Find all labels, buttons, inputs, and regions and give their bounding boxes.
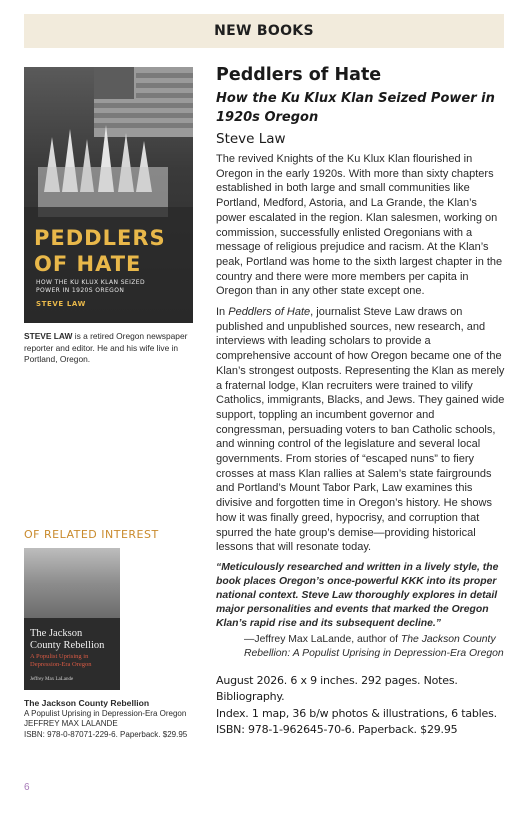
related-book-author: JEFFREY MAX LALANDE <box>24 719 118 728</box>
related-cover-subtitle: A Populist Uprising in Depression-Era Oregon <box>30 653 92 668</box>
related-book-subtitle: A Populist Uprising in Depression-Era Oregon <box>24 708 187 718</box>
publication-info: August 2026. 6 x 9 inches. 292 pages. Notes. Bibliography. Index. 1 map, 36 b/w photos & illustrations, 6 tables. ISBN: 978-1-962645-70-6. Paperback. $29.95 <box>216 673 497 737</box>
book-cover-image <box>24 67 193 323</box>
author-bio-text: is a retired Oregon newspaper reporter and editor. He and his wife live in Portland, Oregon. <box>24 331 188 364</box>
book-title: Peddlers of Hate <box>216 65 382 85</box>
related-interest-heading: OF RELATED INTEREST <box>24 528 159 541</box>
endorsement-quote: “Meticulously researched and written in a lively style, the book places Oregon’s once-powerful KKK into its proper national context. Steve Law thoroughly explores in detail major personalities and events that marked the Oregon Klan’s rapid rise and its subsequent decline.” <box>216 561 499 629</box>
author-bio <box>24 331 196 366</box>
related-cover-title: The Jackson County Rebellion <box>30 628 105 651</box>
cover-subtitle: HOW THE KU KLUX KLAN SEIZED POWER IN 1920S OREGON <box>36 279 146 294</box>
cover-author: STEVE LAW <box>36 300 86 308</box>
book-description-column <box>216 64 506 739</box>
author-bio-name: STEVE LAW <box>24 331 73 341</box>
related-book-cover-image <box>24 548 120 690</box>
endorsement-attribution: —Jeffrey Max LaLande, author of The Jackson County Rebellion: A Populist Uprising in Depression-Era Oregon <box>244 633 504 659</box>
section-title: NEW BOOKS <box>214 23 314 39</box>
section-header <box>24 14 504 48</box>
book-subtitle: How the Ku Klux Klan Seized Power in 1920s Oregon <box>216 91 495 125</box>
related-book-info <box>24 698 204 740</box>
related-cover-author: Jeffrey Max LaLande <box>30 677 74 682</box>
description-paragraph-2: In Peddlers of Hate, journalist Steve Law draws on published and unpublished sources, new research, and interviews with leading scholars to provide a comprehensive account of how Oregon became one of the Klan’s strongest outposts. Representing the Klan as merely a fraternal lodge, Klan recruiters were trained to vilify Catholics, immigrants, Blacks, and Jews. They gained wide support, toppling an incumbent governor and congressman, persuading voters to ban Catholic schools, and winning control of the legislature and several local governments. From stories of “escaped nuns” to fiery crosses at mass Klan rallies at Salem’s state fairgrounds and Portland’s Mount Tabor Park, Law examines this divisive and forgotten time in Oregon’s history. He shows how it was finally greed, hypocrisy, and corruption that spurred the hate group’s demise—providing historical lessons that will resonate today. <box>216 306 505 554</box>
related-book-details: ISBN: 978-0-87071-229-6. Paperback. $29.95 <box>24 729 188 739</box>
book-title-inline: Peddlers of Hate <box>228 306 311 319</box>
related-cover-photo <box>24 548 120 618</box>
page-number: 6 <box>24 782 30 793</box>
cover-title: PEDDLERS OF HATE <box>34 226 166 276</box>
description-paragraph-1: The revived Knights of the Ku Klux Klan flourished in Oregon in the early 1920s. With more than sixty chapters established in both large and small communities like Portland, Medford, Astoria, and La Grande, the Klan’s power escalated in the region. Klan salesmen, working on commission, successfully enlisted Oregonians with a message of religious prejudice and racism. At the Klan’s peak, Portland was home to the sixth largest chapter in the country and there were more members per capita in Oregon than in any other state except one. <box>216 153 503 298</box>
related-book-title: The Jackson County Rebellion <box>24 698 150 708</box>
book-author: Steve Law <box>216 131 286 147</box>
